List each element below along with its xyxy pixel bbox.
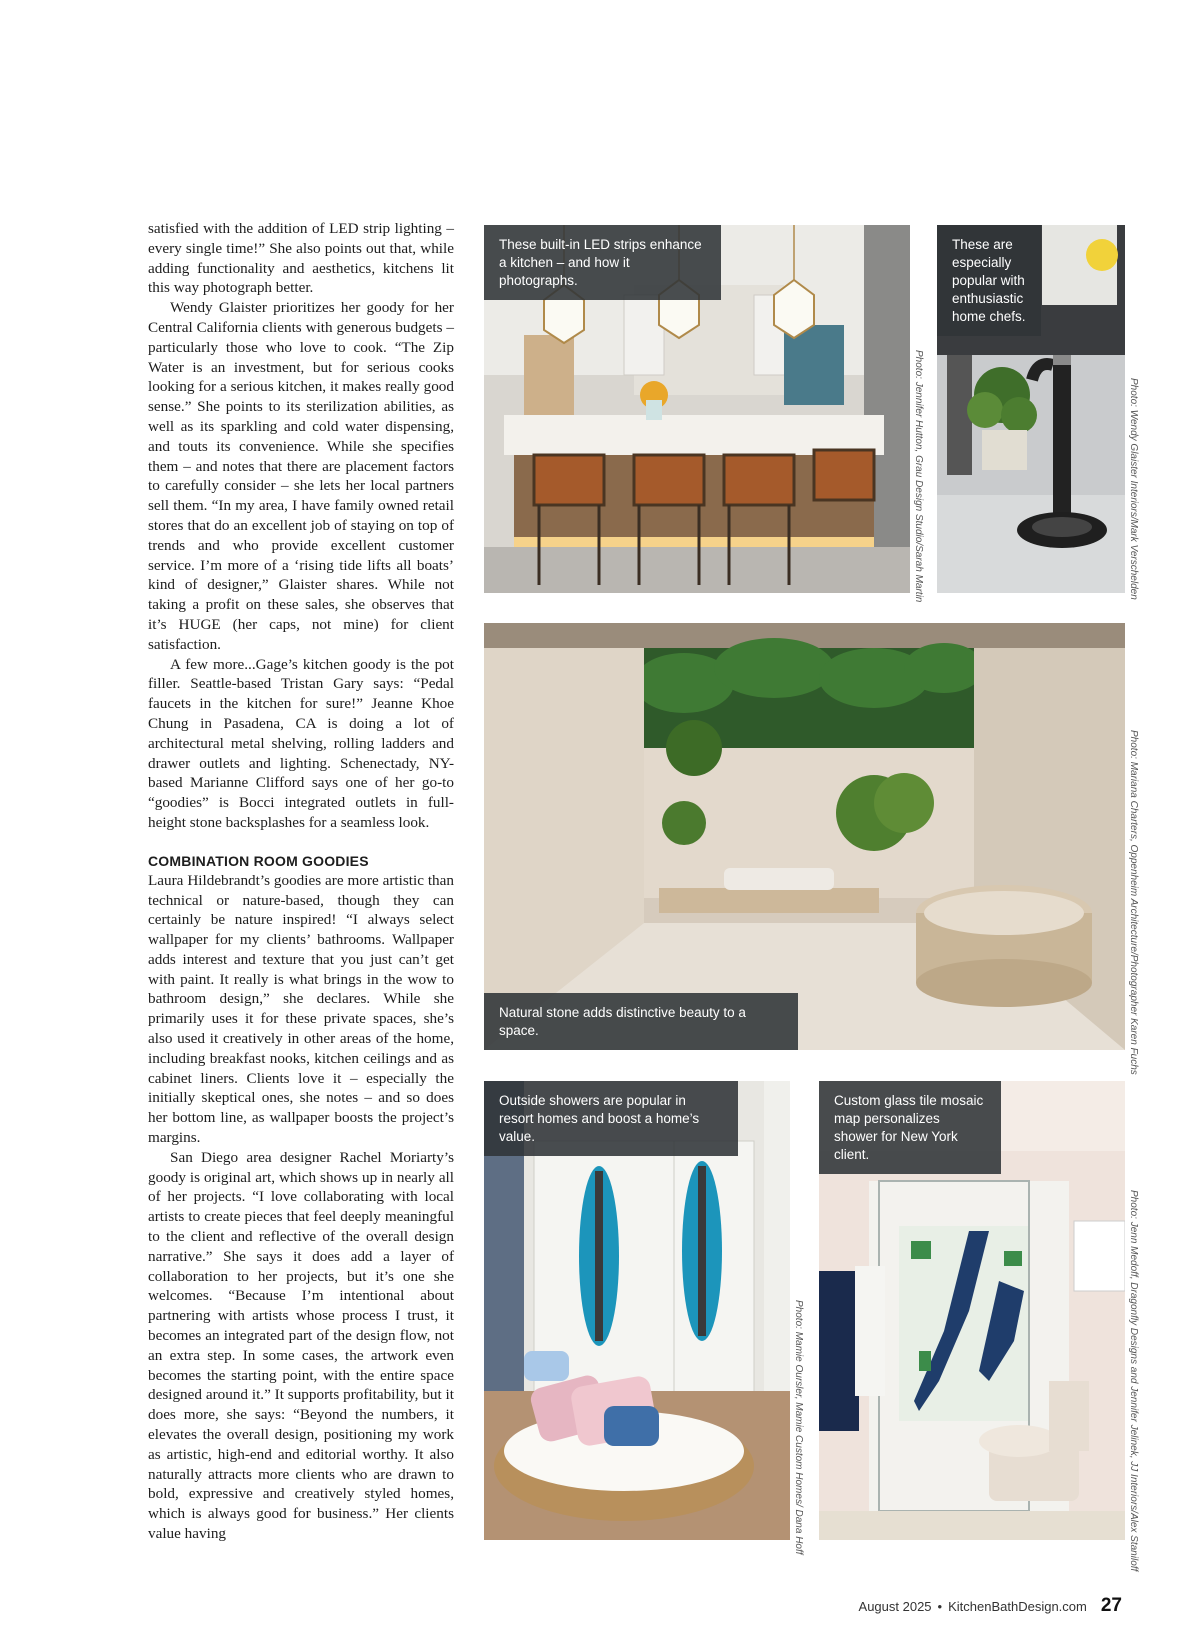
photo-credit: Photo: Jenn Medoff, Dragonfly Designs and Jennifer Jelinek, JJ Interiors/Alex Staniloff xyxy=(1128,1190,1139,1572)
kitchen-photo xyxy=(484,225,910,593)
photo-caption: These built-in LED strips enhance a kitchen – and how it photographs. xyxy=(484,225,721,300)
photo-credit: Photo: Wendy Glaister Interiors/Mark Verschelden xyxy=(1128,378,1139,600)
article-column xyxy=(148,219,454,1544)
website: KitchenBathDesign.com xyxy=(948,1599,1087,1614)
article-paragraph: Wendy Glaister prioritizes her goody for her Central California clients with generous budgets – particularly those who love to cook. “The Zip Water is an investment, but for serious cooks looking for a serious kitchen, it makes really good sense.” She points to its sterilization abilities, as well as its sparkling and cold water dispensing, and touts its convenience. While she specifies them – and notes that there are placement factors to carefully consider – she lets her local partners sell them. “In my area, I have family owned retail stores that do an excellent job of staying on top of trends and who provide excellent customer service. I’m more of a ‘rising tide lifts all boats’ kind of designer,” Glaister shares. While not taking a profit on these sales, she observes that it’s HUGE (her caps, not mine) for client satisfaction. xyxy=(148,299,454,653)
mosaic-shower-photo xyxy=(819,1081,1125,1540)
photo-caption: Outside showers are popular in resort homes and boost a home’s value. xyxy=(484,1081,738,1156)
section-heading: COMBINATION ROOM GOODIES xyxy=(148,852,369,869)
footer-separator: • xyxy=(937,1599,943,1614)
page-number: 27 xyxy=(1100,1595,1122,1616)
photo-caption: Natural stone adds distinctive beauty to a space. xyxy=(484,993,798,1050)
page-footer xyxy=(859,1595,1122,1617)
stone-photo xyxy=(484,623,1125,1050)
photo-credit: Photo: Mariana Charters, Oppenheim Architecture/Photographer Karen Fuchs xyxy=(1128,730,1139,1075)
article-paragraph: San Diego area designer Rachel Moriarty’s goody is original art, which shows up in nearly all of her projects. “I love collaborating with local artists to create pieces that feel deeply meaningful to the client and reflective of the overall design narrative.” She says it does add a layer of collaboration to her projects, but it’s one she welcomes. “Because I’m intentional about partnering with artists whose process I trust, it becomes an integrated part of the design flow, not an extra step. In some cases, the artwork even becomes the starting point, with the entire space designed around it.” It supports profitability, but it does more, she says: “Beyond the numbers, it elevates the overall design, positioning my work as artistic, high-end and editorial worthy. It also naturally attracts more clients who are drawn to bold, expressive and creatively styled homes, which is always good for business.” Her clients value having xyxy=(148,1148,454,1542)
article-paragraph: Laura Hildebrandt’s goodies are more artistic than technical or nature-based, though they can certainly be nature inspired! “I always select wallpaper for my clients’ bathrooms. Wallpaper adds interest and texture that you just can’t get with paint. It really is what brings in the wow to bathroom design,” she declares. While she primarily uses it for these private spaces, she’s also used it creatively in other areas of the home, including breakfast nooks, kitchen ceilings and as cabinet liners. Clients love it – especially the initially skeptical ones, she notes – and so does her bottom line, as wallpaper boosts the project’s margins. xyxy=(148,871,454,1147)
photo-caption: Custom glass tile mosaic map personalizes shower for New York client. xyxy=(819,1081,1001,1174)
issue-date: August 2025 xyxy=(858,1599,932,1614)
stone-courtyard-image xyxy=(484,623,1125,1050)
outdoor-shower-photo xyxy=(484,1081,790,1540)
photo-credit: Photo: Mamie Oursler, Mamie Custom Homes/ Dana Hoff xyxy=(793,1300,804,1555)
faucet-photo xyxy=(937,225,1125,593)
photo-credit: Photo: Jennifer Hutton, Grau Design Studio/Sarah Martin xyxy=(913,350,924,603)
photo-caption: These are especially popular with enthusiastic home chefs. xyxy=(937,225,1041,336)
article-paragraph: satisfied with the addition of LED strip lighting – every single time!” She also points out that, while adding functionality and aesthetics, kitchens lit this way photograph better. xyxy=(148,220,454,297)
article-paragraph: A few more...Gage’s kitchen goody is the pot filler. Seattle-based Tristan Gary says: “Pedal faucets in the kitchen for sure!” Jeanne Khoe Chung in Pasadena, CA is doing a lot of architectural metal shelving, rolling ladders and drawer outlets and lighting. Schenectady, NY-based Marianne Clifford says one of her go-to “goodies” is Bocci integrated outlets in full-height stone backsplashes for a seamless look. xyxy=(148,655,454,831)
